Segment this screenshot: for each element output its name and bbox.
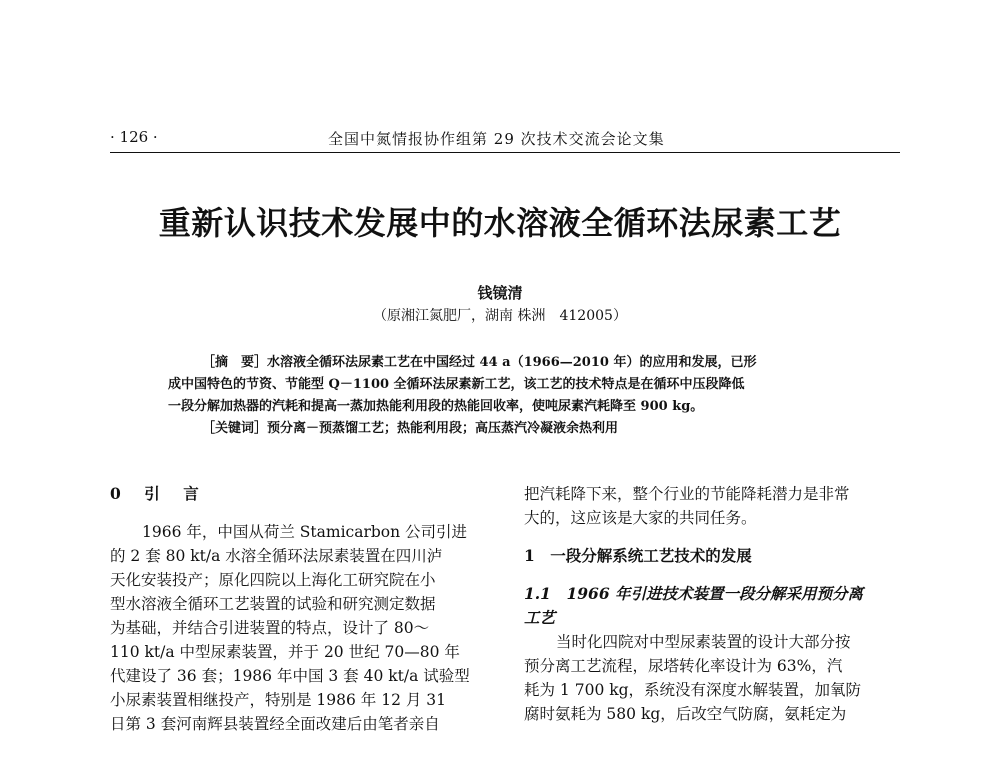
body-line: 预分离工艺流程，尿塔转化率设计为 63%，汽 <box>524 657 843 675</box>
body-line: 1966 年，中国从荷兰 Stamicarbon 公司引进 <box>142 523 468 541</box>
body-line: 代建设了 36 套；1986 年中国 3 套 40 kt/a 试验型 <box>110 667 470 685</box>
body-line: 当时化四院对中型尿素装置的设计大部分按 <box>556 633 851 651</box>
paper-title: 重新认识技术发展中的水溶液全循环法尿素工艺 <box>158 204 842 242</box>
right-column <box>524 482 902 726</box>
subsection-heading-1-1-cont: 工艺 <box>524 608 556 627</box>
subsection-heading-1-1: 1.1 1966 年引进技术装置一段分解采用预分离 <box>524 584 864 603</box>
body-line: 110 kt/a 中型尿素装置，并于 20 世纪 70—80 年 <box>110 643 460 661</box>
section-heading-1: 1 一段分解系统工艺技术的发展 <box>524 546 752 565</box>
abstract-line: ［摘 要］水溶液全循环法尿素工艺在中国经过 44 a（1966—2010 年）的应用和发展，已形 <box>202 355 757 370</box>
left-column <box>110 482 492 736</box>
keywords-line: ［关键词］预分离－预蒸馏工艺；热能利用段；高压蒸汽冷凝液余热利用 <box>202 421 619 436</box>
author-affiliation: （原湘江氮肥厂，湖南 株洲 412005） <box>373 308 627 324</box>
body-line: 腐时氨耗为 580 kg，后改空气防腐，氨耗定为 <box>524 705 847 723</box>
body-line: 型水溶液全循环工艺装置的试验和研究测定数据 <box>110 595 436 613</box>
body-line: 大的，这应该是大家的共同任务。 <box>524 509 757 527</box>
page-number: · 126 · <box>110 128 158 146</box>
body-line: 耗为 1 700 kg，系统没有深度水解装置，加氧防 <box>524 681 862 699</box>
section-heading-introduction: 0 引 言 <box>110 484 203 503</box>
body-line: 小尿素装置相继投产，特别是 1986 年 12 月 31 <box>110 691 447 709</box>
body-line: 日第 3 套河南辉县装置经全面改建后由笔者亲自 <box>110 715 440 733</box>
body-line: 的 2 套 80 kt/a 水溶全循环法尿素装置在四川泸 <box>110 547 443 565</box>
running-header: 全国中氮情报协作组第 29 次技术交流会论文集 <box>328 130 665 148</box>
body-line: 为基础，并结合引进装置的特点，设计了 80～ <box>110 619 430 637</box>
body-line: 把汽耗降下来，整个行业的节能降耗潜力是非常 <box>524 485 850 503</box>
body-line: 天化安装投产；原化四院以上海化工研究院在小 <box>110 571 436 589</box>
header-rule <box>110 152 900 153</box>
abstract-line: 一段分解加热器的汽耗和提高一蒸加热能利用段的热能回收率，使吨尿素汽耗降至 900 kg。 <box>168 399 704 414</box>
author-name: 钱镜清 <box>477 284 523 302</box>
abstract-line: 成中国特色的节资、节能型 Q－1100 全循环法尿素新工艺，该工艺的技术特点是在循环中压段降低 <box>168 377 745 392</box>
abstract-block <box>168 352 858 440</box>
